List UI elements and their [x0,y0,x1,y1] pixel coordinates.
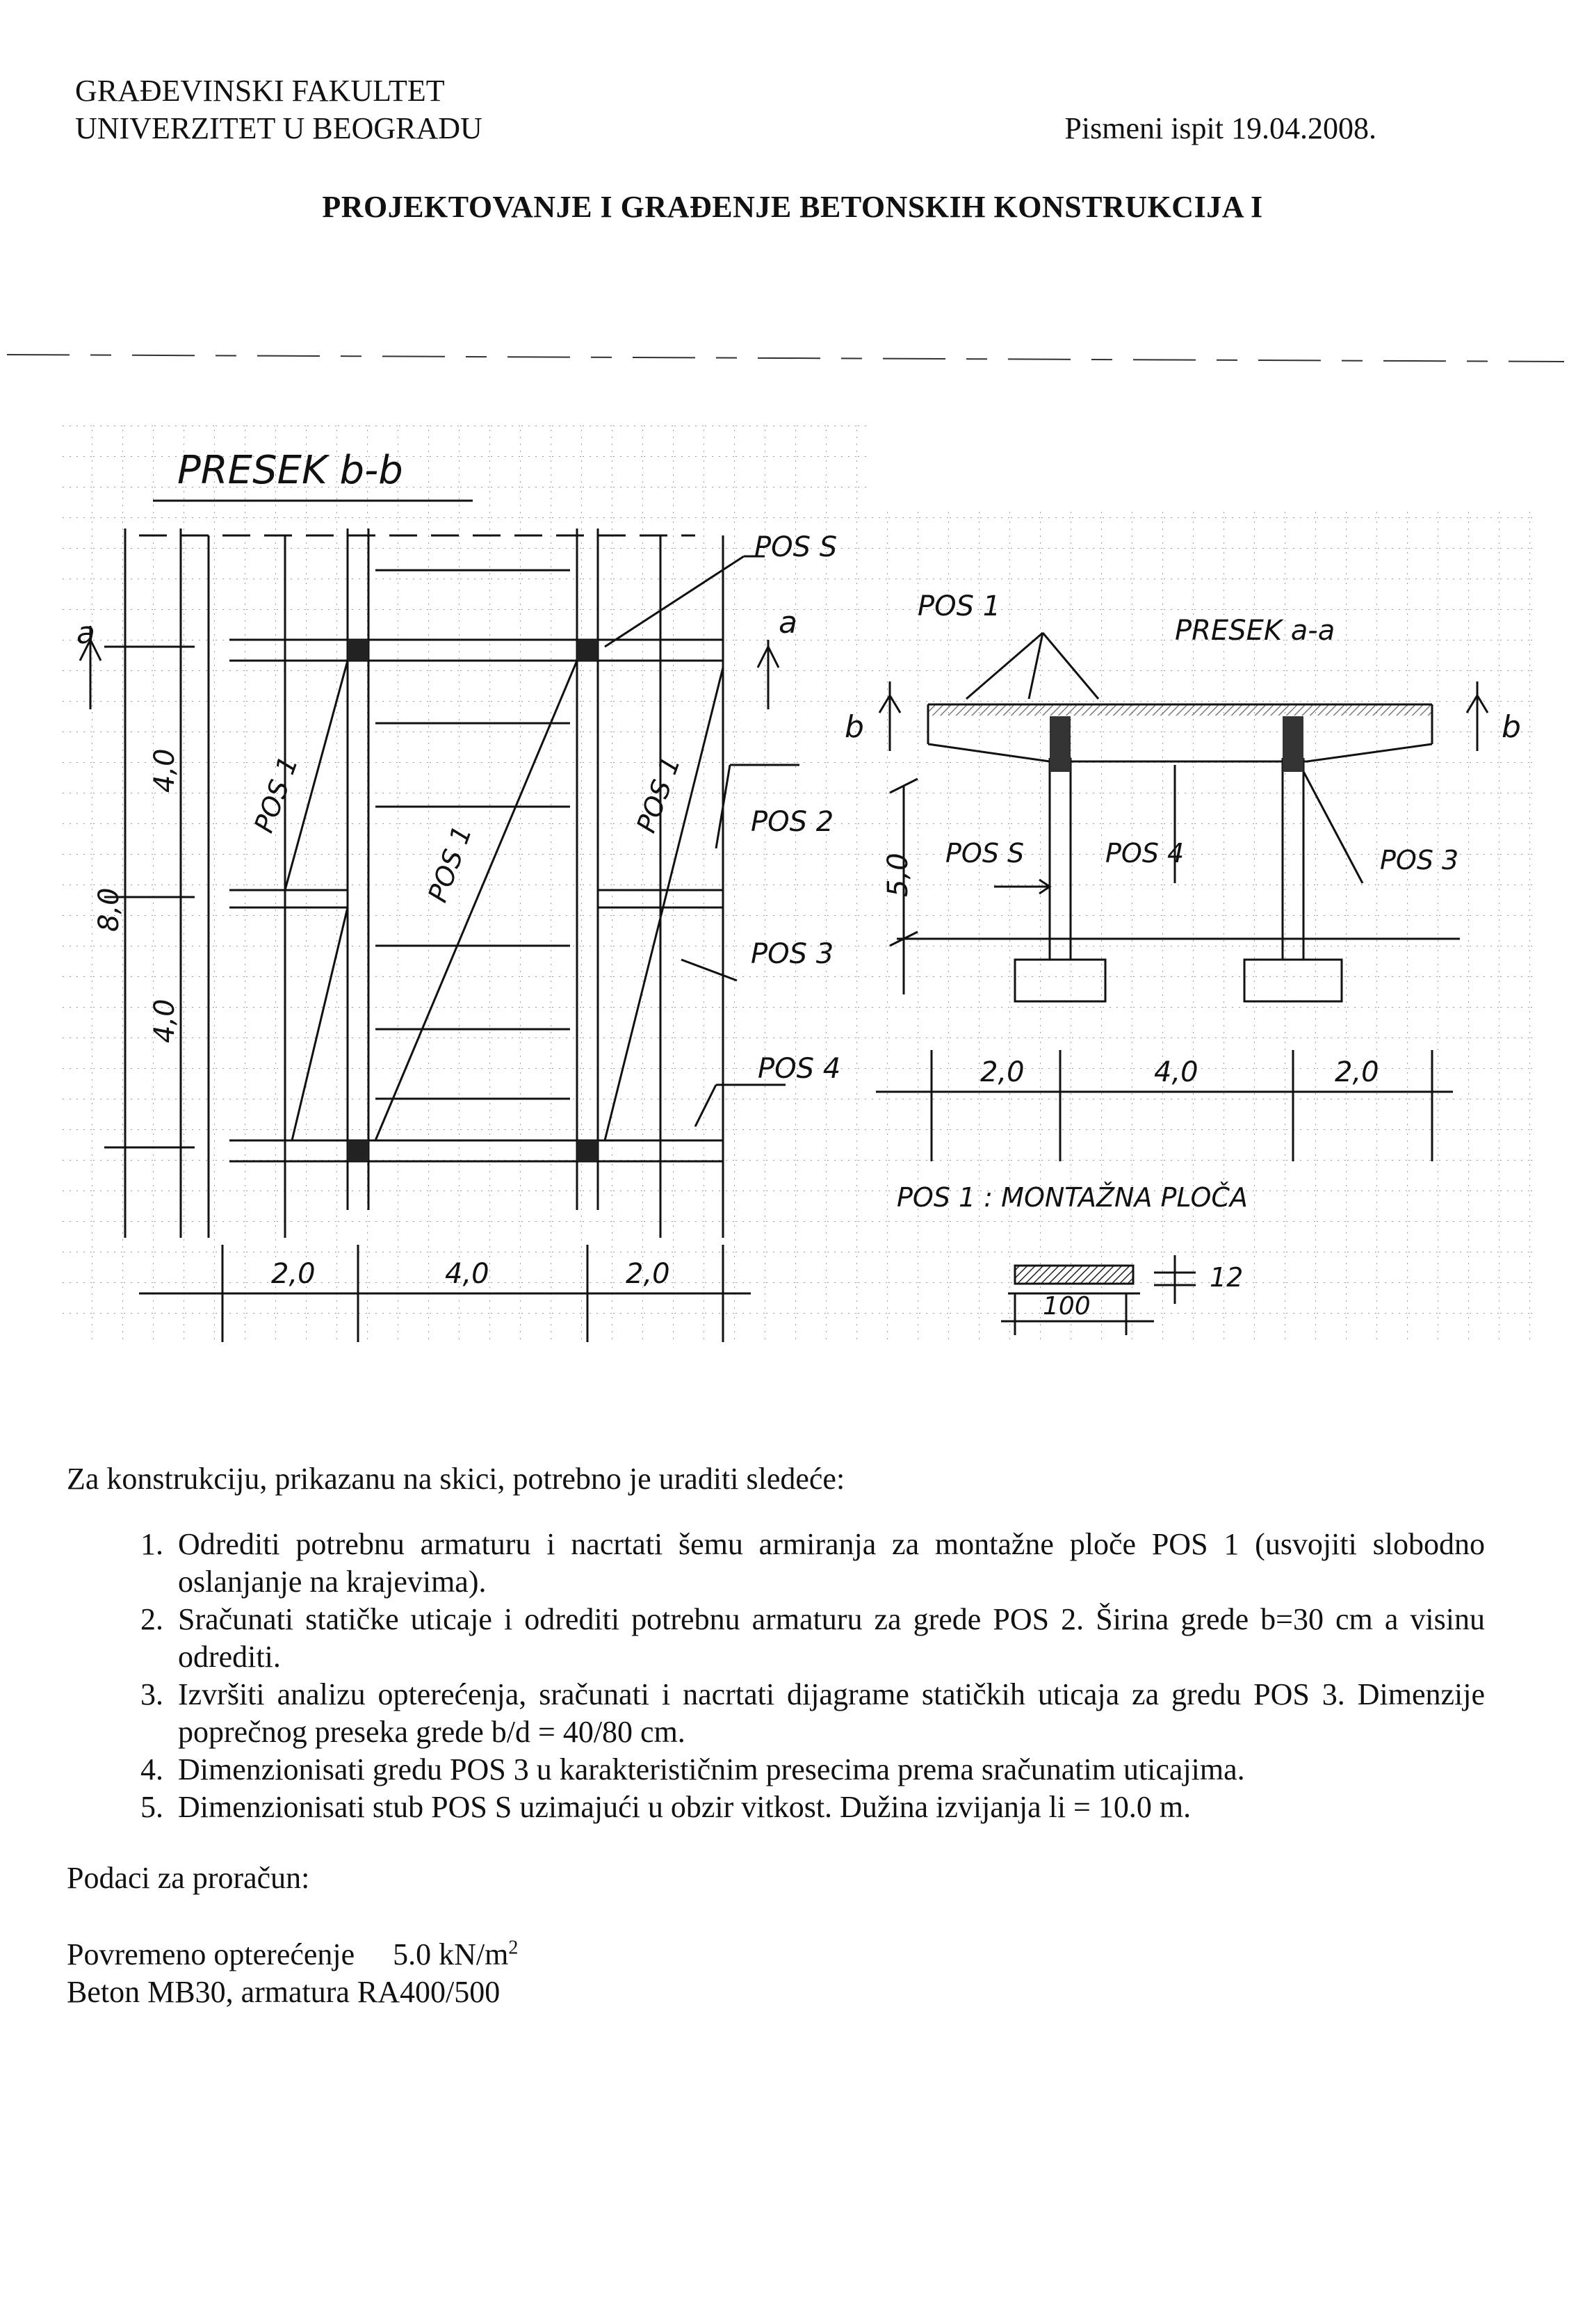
dim-total-height: 8,0 [93,887,125,932]
live-load-line [67,1936,1485,1974]
section-a-title: PRESEK a-a [1175,615,1335,647]
live-load-exponent: 2 [508,1937,519,1959]
structure-sketch [0,334,1585,1363]
dim-middle-span: 4,0 [445,1258,489,1290]
live-load-value: 5.0 kN/m [393,1937,509,1971]
column-marker [577,1140,598,1161]
beam-hatch [1283,716,1303,772]
column-marker [577,640,598,661]
exam-date: Pismeni ispit 19.04.2008. [1064,111,1376,145]
precast-slab-label: POS 1 : MONTAŽNA PLOČA [897,1182,1248,1213]
dim-section-left: 2,0 [980,1056,1025,1088]
label-pos4-section: POS 4 [1105,838,1185,869]
header-institution [75,72,482,147]
university-name: UNIVERZITET U BEOGRADU [75,111,482,145]
precast-slab-detail [1015,1266,1133,1284]
slab-thickness-dim: 12 [1210,1262,1244,1293]
faculty-name: GRAĐEVINSKI FAKULTET [75,74,445,108]
live-load-label: Povremeno opterećenje [67,1937,355,1971]
label-pos3-plan: POS 3 [751,938,834,970]
label-pos-s-section: POS S [945,838,1025,869]
dim-section-right: 2,0 [1335,1056,1379,1088]
page-title: PROJEKTOVANJE I GRAĐENJE BETONSKIH KONSTRUKCIJA I [322,190,1263,224]
dim-column-height: 5,0 [882,853,914,897]
cut-a-left: a [76,615,95,651]
cut-b-left: b [845,709,864,745]
plan-grid [63,424,869,1342]
label-pos2: POS 2 [751,806,834,838]
task-item: 5. Dimenzionisati stub POS S uzimajući u obzir vitkost. Dužina izvijanja li = 10.0 m. [171,1789,1485,1826]
dim-right-span: 2,0 [626,1258,670,1290]
task-item: 4. Dimenzionisati gredu POS 3 u karakterističnim presecima prema sračunatim uticajima. [171,1751,1485,1789]
task-text [67,1460,1485,2011]
task-intro: Za konstrukciju, prikazanu na skici, potrebno je uraditi sledeće: [67,1462,845,1496]
column-marker [348,640,368,661]
dim-left-span: 2,0 [271,1258,316,1290]
section-b-title: PRESEK b-b [177,448,403,493]
column-marker [348,1140,368,1161]
label-pos1-section: POS 1 [918,590,1001,622]
task-item: 3. Izvršiti analizu opterećenja, sračunati i nacrtati dijagrame statičkih uticaja za gredu POS 3. Dimenzije poprečnog preseka grede b/d = 40/80 cm. [171,1676,1485,1751]
task-list [67,1526,1485,1826]
dim-section-middle: 4,0 [1154,1056,1198,1088]
label-pos1-right: POS 1 [631,752,687,837]
data-heading: Podaci za proračun: [67,1861,310,1895]
cut-b-right: b [1502,709,1521,745]
task-item: 1. Odrediti potrebnu armaturu i nacrtati šemu armiranja za montažne ploče POS 1 (usvojiti slobodno oslanjanje na krajevima). [171,1526,1485,1601]
materials-line: Beton MB30, armatura RA400/500 [67,1975,501,2009]
beam-hatch [1050,716,1071,772]
label-pos3-section: POS 3 [1380,845,1459,875]
dim-lower-bay: 4,0 [149,999,181,1043]
label-pos4-plan: POS 4 [758,1053,841,1085]
dim-upper-bay: 4,0 [149,748,181,793]
separator-line [7,355,1564,362]
label-pos1-middle: POS 1 [422,821,478,907]
label-pos-s-plan: POS S [754,531,838,563]
cut-a-right: a [779,605,797,640]
label-pos1-left: POS 1 [248,752,304,837]
task-item: 2. Sračunati statičke uticaje i odrediti potrebnu armaturu za grede POS 2. Širina grede b=30 cm a visinu odrediti. [171,1601,1485,1676]
slab-hatch [928,704,1432,716]
slab-width-dim: 100 [1043,1292,1091,1321]
